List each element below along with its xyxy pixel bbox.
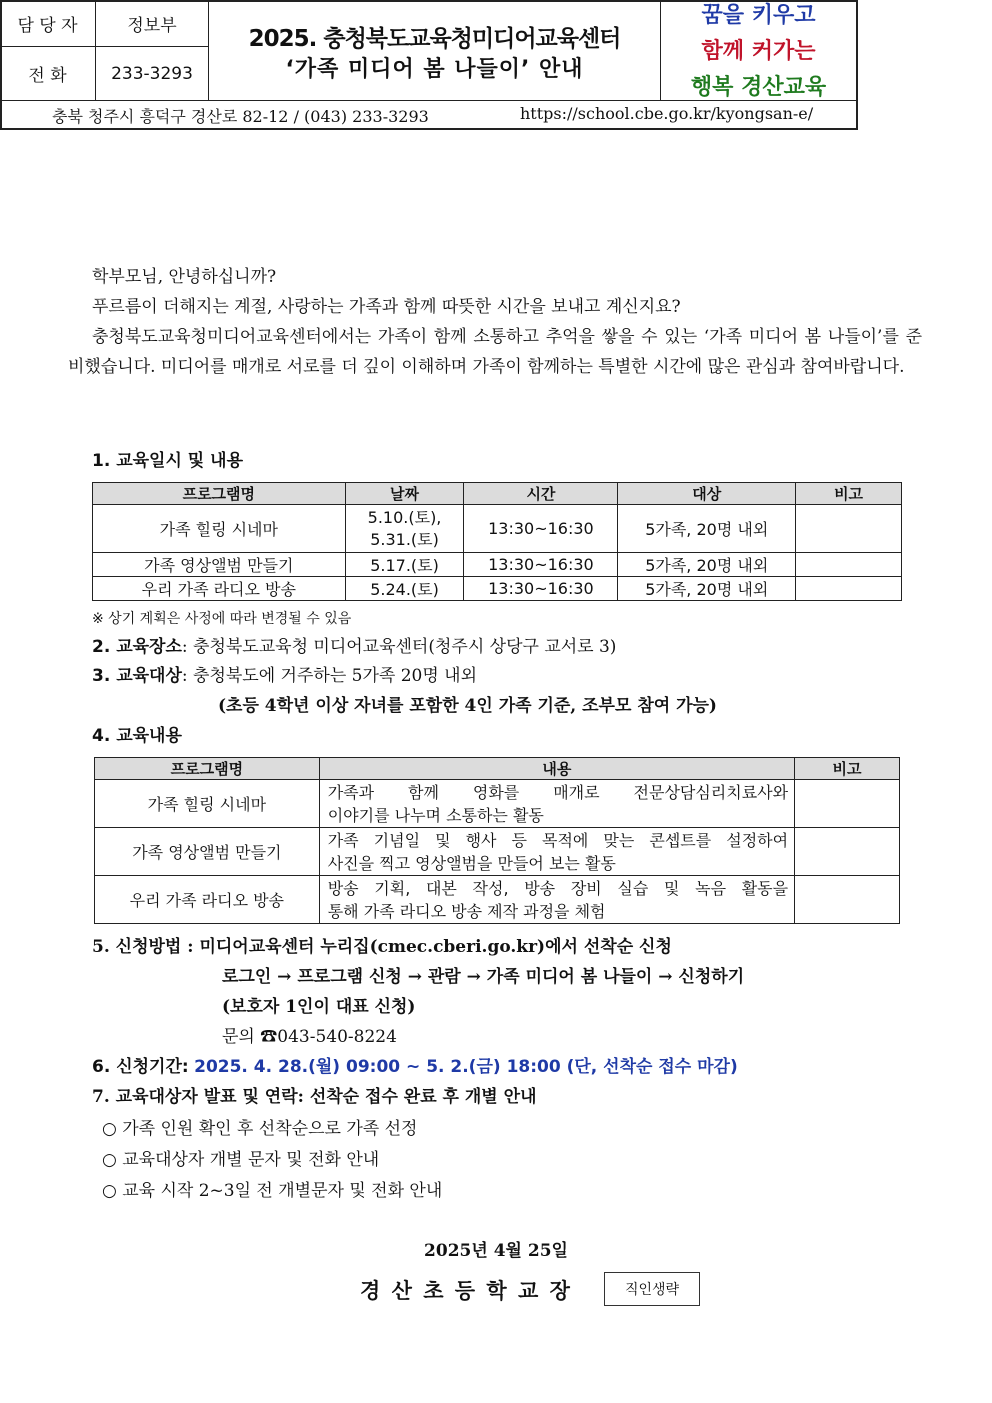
issue-date: 2025년 4월 25일 (424, 1241, 568, 1261)
date-line2: 5.31.(토) (370, 529, 439, 549)
target-cell: 5가족, 20명 내외 (618, 505, 796, 553)
section5-steps: 로그인 → 프로그램 신청 → 관람 → 가족 미디어 봄 나들이 → 신청하기 (222, 967, 745, 987)
program-cell: 가족 영상앨범 만들기 (95, 828, 320, 876)
section3-sub: (초등 4학년 이상 자녀를 포함한 4인 가족 기준, 조부모 참여 가능) (218, 696, 717, 716)
section6-period: 2025. 4. 28.(월) 09:00 ~ 5. 2.(금) 18:00 (단, 선착순 접수 마감) (194, 1057, 738, 1077)
content-cell (319, 828, 794, 876)
section1-title (92, 446, 243, 476)
intro-line2: 푸르름이 더해지는 계절, 사랑하는 가족과 함께 따뜻한 시간을 보내고 계신지요? (92, 297, 681, 317)
content-line2: 통해 가족 라디오 방송 제작 과정을 체험 (327, 901, 606, 921)
col-program: 프로그램명 (95, 758, 320, 780)
stamp-omitted: 직인생략 (604, 1272, 700, 1306)
section3-text: : 충청북도에 거주하는 5가족 20명 내외 (181, 666, 478, 686)
content-cell (319, 876, 794, 924)
content-header-row (95, 758, 900, 780)
content-line1: 방송 기획, 대본 작성, 방송 장비 실습 및 녹음 활동을 (327, 878, 789, 898)
col-date: 날짜 (345, 483, 464, 505)
website-link[interactable]: https://school.cbe.go.kr/kyongsan-e/ (520, 104, 814, 123)
section3-label: 3. 교육대상 (92, 666, 182, 686)
target-cell: 5가족, 20명 내외 (618, 553, 796, 577)
phone-label: 전 화 (28, 66, 67, 86)
content-table (94, 757, 900, 924)
slogan-line3: 행복 경산교육 (690, 74, 827, 100)
col-time: 시간 (464, 483, 618, 505)
content-line2: 사진을 찍고 영상앨범을 만들어 보는 활동 (327, 853, 616, 873)
note-cell (796, 577, 902, 601)
slogan-line1: 꿈을 키우고 (701, 2, 816, 28)
col-program: 프로그램명 (93, 483, 346, 505)
schedule-footnote: ※ 상기 계획은 사정에 따라 변경될 수 있음 (92, 611, 352, 627)
section6-label: 6. 신청기간: (92, 1057, 189, 1077)
slogan (661, 0, 856, 105)
greeting: 학부모님, 안녕하십니까? (92, 267, 277, 287)
manager-value: 정보부 (127, 15, 177, 36)
table-row (95, 876, 900, 924)
doc-title-line2: ‘가족 미디어 봄 나들이’ 안내 (285, 57, 584, 82)
schedule-header-row (93, 483, 902, 505)
col-target: 대상 (618, 483, 796, 505)
section2-text: : 충청북도교육청 미디어교육센터(청주시 상당구 교서로 3) (181, 637, 617, 657)
program-cell: 가족 힐링 시네마 (95, 780, 320, 828)
section6 (92, 1052, 738, 1082)
doc-title-line1: 2025. 충청북도교육청미디어교육센터 (248, 26, 621, 52)
note-cell (795, 876, 900, 924)
section2-label: 2. 교육장소 (92, 637, 182, 657)
date-cell: 5.17.(토) (345, 553, 464, 577)
target-cell: 5가족, 20명 내외 (618, 577, 796, 601)
time-cell: 13:30~16:30 (464, 553, 618, 577)
section2 (92, 632, 616, 662)
content-line1: 가족 기념일 및 행사 등 목적에 맞는 콘셉트를 설정하여 (327, 830, 789, 850)
section1-title-text: 1. 교육일시 및 내용 (92, 451, 243, 471)
date-line1: 5.10.(토), (367, 507, 442, 527)
col-content: 내용 (319, 758, 794, 780)
note-cell (796, 553, 902, 577)
content-line2: 이야기를 나누며 소통하는 활동 (327, 805, 544, 825)
program-cell: 가족 영상앨범 만들기 (93, 553, 346, 577)
time-cell: 13:30~16:30 (464, 505, 618, 553)
col-note: 비고 (795, 758, 900, 780)
note-cell (795, 780, 900, 828)
content-line1: 가족과 함께 영화를 매개로 전문상담심리치료사와 (327, 782, 789, 802)
phone-value: 233-3293 (111, 63, 193, 84)
program-cell: 우리 가족 라디오 방송 (93, 577, 346, 601)
manager-label: 담 당 자 (17, 15, 78, 36)
table-row (93, 577, 902, 601)
signer: 경 산 초 등 학 교 장 (360, 1278, 572, 1303)
list-item: ○ 교육대상자 개별 문자 및 전화 안내 (102, 1150, 380, 1170)
section5-label: 5. 신청방법 : 미디어교육센터 누리집(cmec.cberi.go.kr)에서 선착순 신청 (92, 937, 672, 957)
date-cell: 5.24.(토) (345, 577, 464, 601)
list-item: ○ 가족 인원 확인 후 선착순으로 가족 선정 (102, 1119, 418, 1139)
slogan-line2: 함께 커가는 (701, 38, 816, 64)
list-item: ○ 교육 시작 2~3일 전 개별문자 및 전화 안내 (102, 1181, 443, 1201)
table-row (95, 780, 900, 828)
schedule-table (92, 482, 902, 601)
note-cell (795, 828, 900, 876)
date-cell (345, 505, 464, 553)
section4-title-text: 4. 교육내용 (92, 726, 182, 746)
section4-title (92, 721, 182, 751)
program-cell: 우리 가족 라디오 방송 (95, 876, 320, 924)
section3 (92, 661, 477, 691)
table-row (93, 553, 902, 577)
table-row (95, 828, 900, 876)
table-row (93, 505, 902, 553)
note-cell (796, 505, 902, 553)
section5-rep: (보호자 1인이 대표 신청) (222, 997, 416, 1017)
program-cell: 가족 힐링 시네마 (93, 505, 346, 553)
intro-paragraph: 충청북도교육청미디어교육센터에서는 가족이 함께 소통하고 추억을 쌓을 수 있는 ‘가족 미디어 봄 나들이’를 준비했습니다. 미디어를 매개로 서로를 더 깊이 이해하며 가족이 함께하는 특별한 시간에 많은 관심과 참여바랍니다. (68, 327, 922, 377)
header-box (0, 0, 858, 130)
col-note: 비고 (796, 483, 902, 505)
section5-contact: 문의 ☎043-540-8224 (222, 1027, 397, 1047)
section7-title: 7. 교육대상자 발표 및 연락: 선착순 접수 완료 후 개별 안내 (92, 1087, 537, 1107)
time-cell: 13:30~16:30 (464, 577, 618, 601)
address: 충북 청주시 흥덕구 경산로 82-12 / (043) 233-3293 (52, 107, 429, 126)
content-cell (319, 780, 794, 828)
